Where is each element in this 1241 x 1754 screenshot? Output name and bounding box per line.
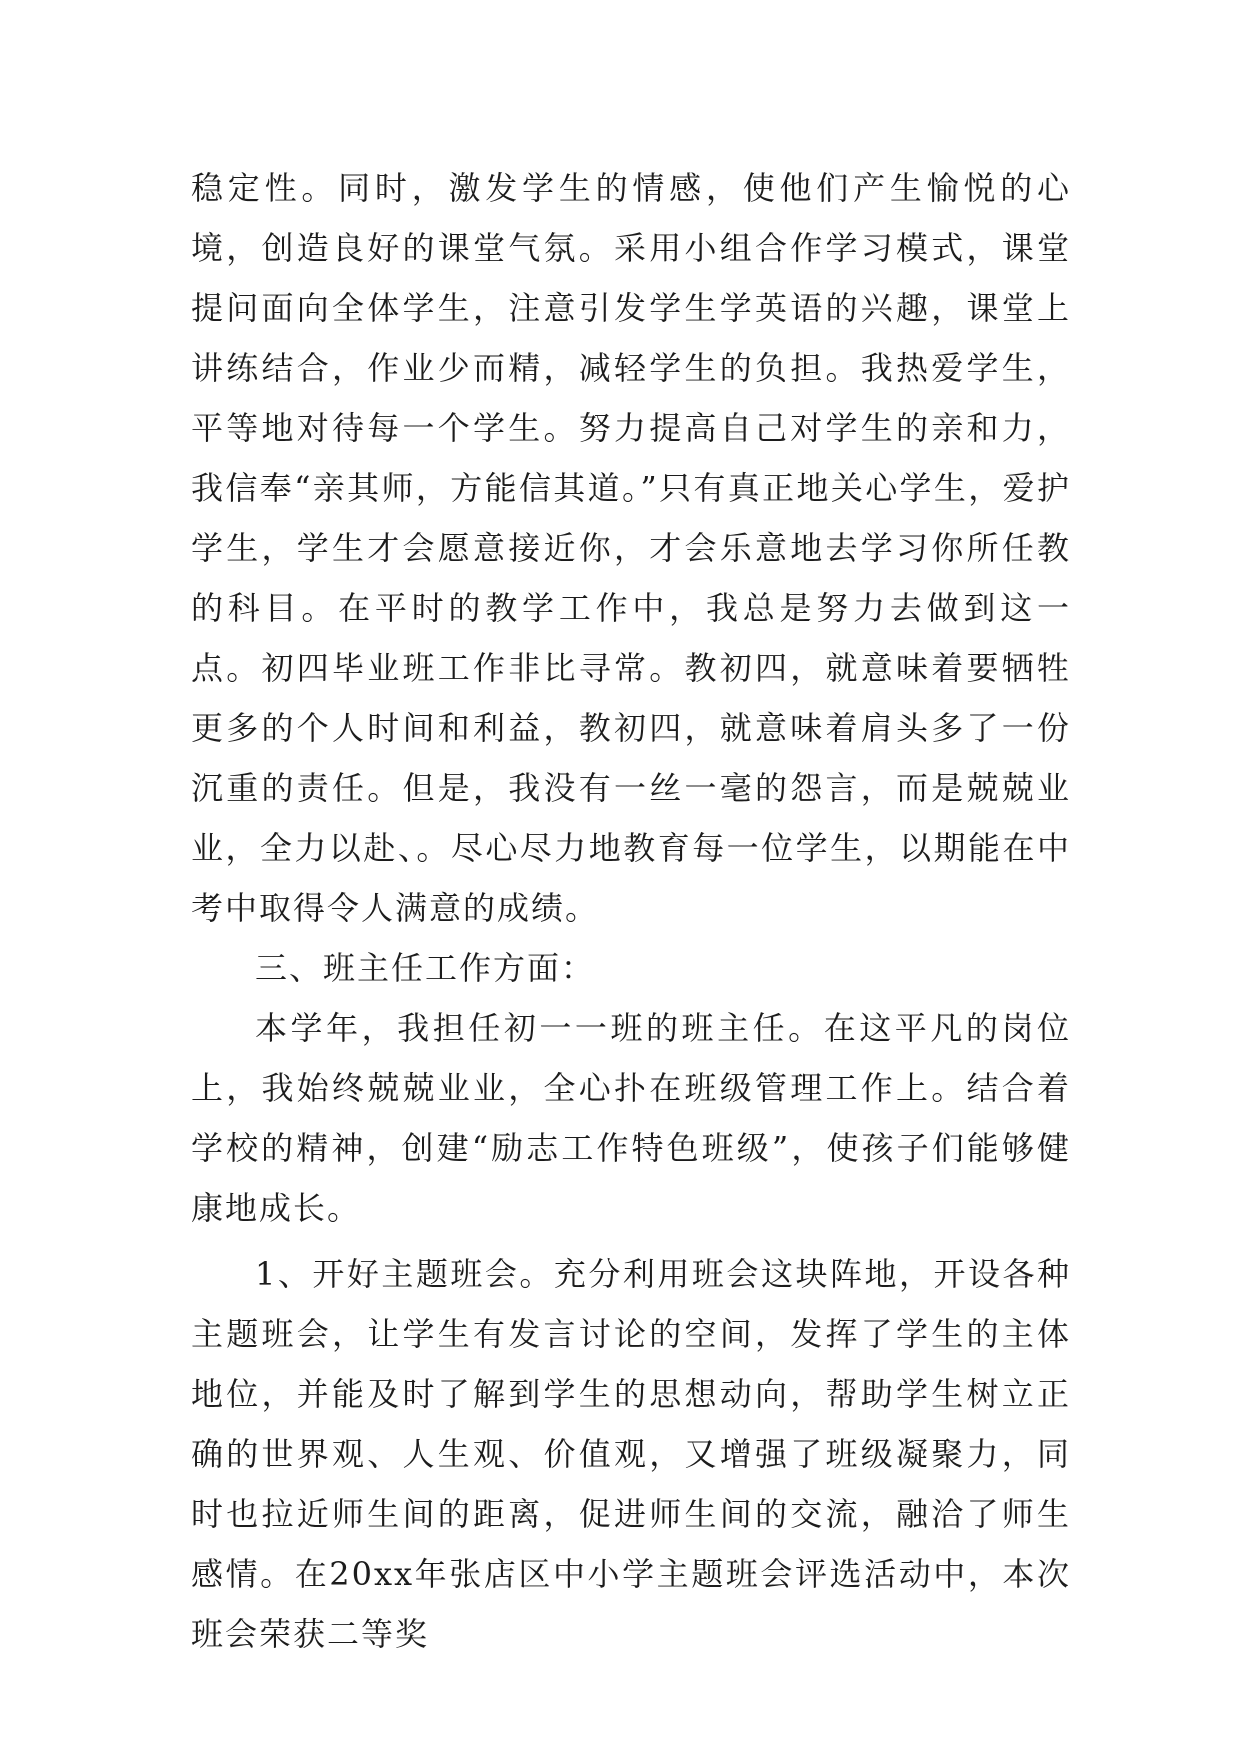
- document-body: [191, 158, 1071, 1664]
- paragraph-continuation: 稳定性。同时，激发学生的情感，使他们产生愉悦的心境，创造良好的课堂气氛。采用小组合作学习模式，课堂提问面向全体学生，注意引发学生学英语的兴趣，课堂上讲练结合，作业少而精，减轻学生的负担。我热爱学生，平等地对待每一个学生。努力提高自己对学生的亲和力，我信奉“亲其师，方能信其道。”只有真正地关心学生，爱护学生，学生才会愿意接近你，才会乐意地去学习你所任教的科目。在平时的教学工作中，我总是努力去做到这一点。初四毕业班工作非比寻常。教初四，就意味着要牺牲更多的个人时间和利益，教初四，就意味着肩头多了一份沉重的责任。但是，我没有一丝一毫的怨言，而是兢兢业业，全力以赴、。尽心尽力地教育每一位学生，以期能在中考中取得令人满意的成绩。: [191, 169, 1071, 927]
- section-heading-head-teacher-work: 三、班主任工作方面：: [255, 949, 596, 987]
- paragraph-head-teacher-intro: 本学年，我担任初一一班的班主任。在这平凡的岗位上，我始终兢兢业业，全心扑在班级管理工作上。结合着学校的精神，创建“励志工作特色班级”，使孩子们能够健康地成长。: [191, 1009, 1071, 1227]
- paragraph-theme-class-meeting: 1、开好主题班会。充分利用班会这块阵地，开设各种主题班会，让学生有发言讨论的空间，发挥了学生的主体地位，并能及时了解到学生的思想动向，帮助学生树立正确的世界观、人生观、价值观，又增强了班级凝聚力，同时也拉近师生间的距离，促进师生间的交流，融洽了师生感情。在20xx年张店区中小学主题班会评选活动中，本次班会荣获二等奖: [191, 1255, 1071, 1653]
